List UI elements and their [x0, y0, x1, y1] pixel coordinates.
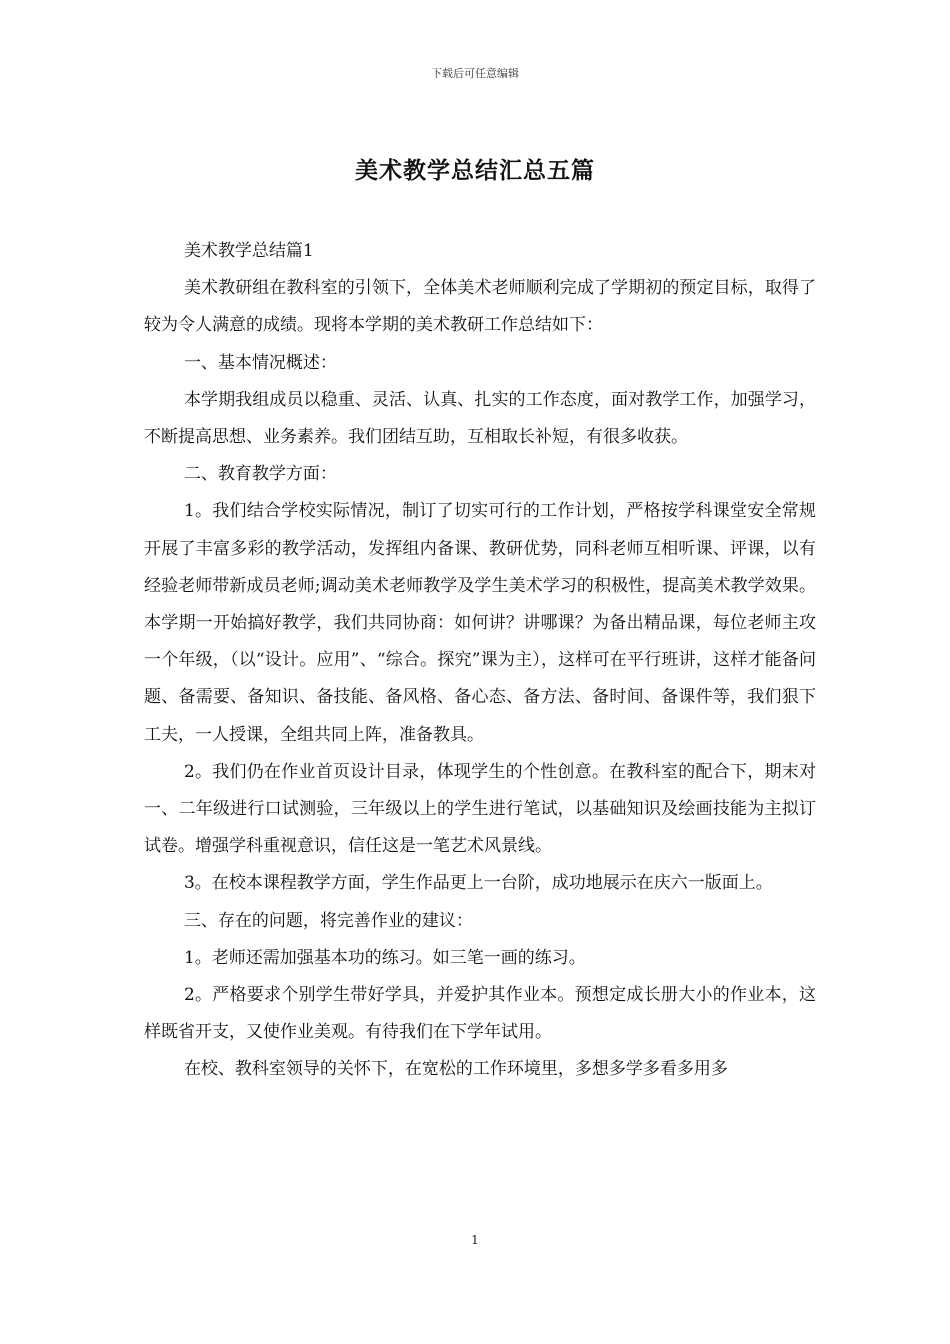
- section-heading: 美术教学总结篇1: [183, 241, 314, 261]
- body-paragraph: 3。在校本课程教学方面，学生作品更上一台阶，成功地展示在庆六一版面上。: [183, 873, 773, 894]
- body-paragraph: 1。老师还需加强基本功的练习。如三笔一画的练习。: [183, 947, 586, 968]
- body-paragraph: 在校、教科室领导的关怀下，在宽松的工作环境里，多想多学多看多用多: [183, 1059, 728, 1080]
- section-heading: 一、基本情况概述：: [183, 352, 337, 373]
- document-title: 美术教学总结汇总五篇: [355, 157, 595, 184]
- body-paragraph: 2。严格要求个别学生带好学具，并爱护其作业本。预想定成长册大小的作业本，这样既省开支，又使作业美观。有待我们在下学年试用。: [144, 985, 816, 1043]
- page-number: 1: [471, 1233, 479, 1247]
- body-paragraph: 本学期我组成员以稳重、灵活、认真、扎实的工作态度，面对教学工作，加强学习，不断提高思想、业务素养。我们团结互助，互相取长补短，有很多收获。: [144, 389, 816, 448]
- page-header-note: 下载后可任意编辑: [431, 67, 519, 80]
- body-paragraph: 1。我们结合学校实际情况，制订了切实可行的工作计划，严格按学科课堂安全常规开展了丰富多彩的教学活动，发挥组内备课、教研优势，同科老师互相听课、评课，以有经验老师带新成员老师;调动美术老师教学及学生美术学习的积极性，提高美术教学效果。本学期一开始搞好教学，我们共同协商：如何讲？讲哪课？为备出精品课，每位老师主攻一个年级，（以“设计。应用”、“综合。探究”课为主），这样可在平行班讲，这样才能备问题、备需要、备知识、备技能、备风格、备心态、备方法、备时间、备课件等，我们狠下工夫，一人授课，全组共同上阵，准备教具。: [144, 501, 816, 745]
- body-paragraph: 美术教研组在教科室的引领下，全体美术老师顺利完成了学期初的预定目标，取得了较为令人满意的成绩。现将本学期的美术教研工作总结如下：: [144, 278, 816, 336]
- document-body: [144, 233, 816, 1089]
- section-heading: 三、存在的问题，将完善作业的建议：: [183, 910, 473, 931]
- body-paragraph: 2。我们仍在作业首页设计目录，体现学生的个性创意。在教科室的配合下，期末对一、二年级进行口试测验，三年级以上的学生进行笔试，以基础知识及绘画技能为主拟订试卷。增强学科重视意识，信任这是一笔艺术风景线。: [144, 761, 816, 857]
- section-heading: 二、教育教学方面：: [183, 464, 337, 485]
